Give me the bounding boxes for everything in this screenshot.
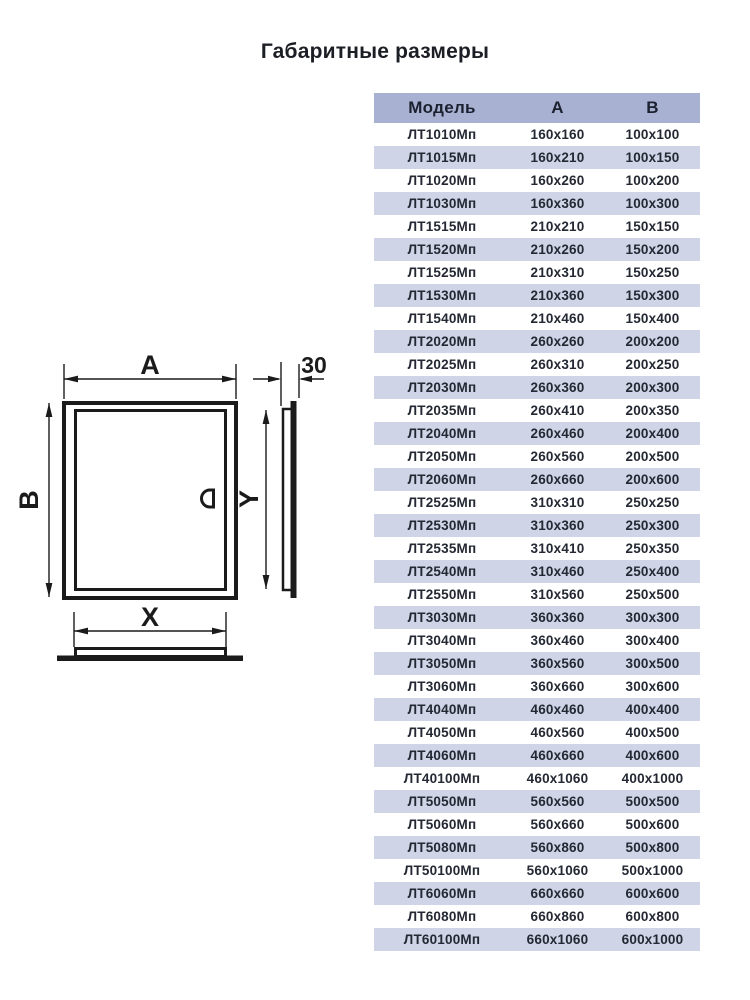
dim-b-cell: 100х100 [625, 127, 680, 142]
table-row [374, 330, 700, 353]
table-row [374, 468, 700, 491]
model-cell: ЛТ60100Мп [403, 932, 481, 947]
model-cell: ЛТ2050Мп [407, 449, 477, 464]
dim-a-cell: 260х260 [530, 334, 585, 349]
model-cell: ЛТ2025Мп [407, 357, 477, 372]
table-row [374, 882, 700, 905]
dim-b-cell: 300х300 [625, 610, 680, 625]
dim-a-cell: 560х560 [530, 794, 585, 809]
dim-a-cell: 560х860 [530, 840, 585, 855]
dim-a-cell: 660х660 [530, 886, 585, 901]
dim-b-cell: 250х500 [625, 587, 680, 602]
model-cell: ЛТ5050Мп [407, 794, 477, 809]
model-cell: ЛТ1515Мп [407, 219, 477, 234]
table-row [374, 261, 700, 284]
table-header-row [374, 93, 700, 123]
dim-a-cell: 210х360 [530, 288, 585, 303]
dim-b-cell: 100х200 [625, 173, 680, 188]
dim-a-cell: 460х560 [530, 725, 585, 740]
header-model: Модель [374, 93, 510, 123]
table-row [374, 583, 700, 606]
dim-a-cell: 360х660 [530, 679, 585, 694]
model-cell: ЛТ2060Мп [407, 472, 477, 487]
model-cell: ЛТ3040Мп [407, 633, 477, 648]
arrowhead [212, 628, 226, 635]
dim-a-cell: 260х360 [530, 380, 585, 395]
table-row [374, 675, 700, 698]
dim-b-cell: 500х800 [625, 840, 680, 855]
dim-a-cell: 160х210 [530, 150, 585, 165]
table-row [374, 721, 700, 744]
page-title: Габаритные размеры [260, 40, 490, 63]
dimension-drawing [0, 330, 380, 690]
model-cell: ЛТ40100Мп [403, 771, 481, 786]
dim-b-cell: 200х350 [625, 403, 680, 418]
dim-a-cell: 310х460 [530, 564, 585, 579]
table-row [374, 767, 700, 790]
dim-a-cell: 160х360 [530, 196, 585, 211]
table-row [374, 859, 700, 882]
model-cell: ЛТ3060Мп [407, 679, 477, 694]
dim-b-cell: 400х1000 [621, 771, 684, 786]
dim-label-a: A [140, 350, 160, 380]
dim-b-cell: 600х1000 [621, 932, 684, 947]
model-cell: ЛТ4050Мп [407, 725, 477, 740]
dim-a-cell: 660х1060 [526, 932, 589, 947]
model-cell: ЛТ4060Мп [407, 748, 477, 763]
model-cell: ЛТ3050Мп [407, 656, 477, 671]
table-row [374, 790, 700, 813]
table-row [374, 123, 700, 146]
table-row [374, 537, 700, 560]
dim-b-cell: 200х600 [625, 472, 680, 487]
model-cell: ЛТ50100Мп [403, 863, 481, 878]
dim-a-cell: 260х410 [530, 403, 585, 418]
table-row [374, 422, 700, 445]
dim-a-cell: 310х310 [530, 495, 585, 510]
table-row [374, 169, 700, 192]
dim-b-cell: 300х600 [625, 679, 680, 694]
model-cell: ЛТ1015Мп [407, 150, 477, 165]
dim-a-cell: 310х560 [530, 587, 585, 602]
dim-a-cell: 260х660 [530, 472, 585, 487]
arrowhead [46, 403, 53, 417]
table-row [374, 652, 700, 675]
table-row [374, 606, 700, 629]
dim-a-cell: 560х1060 [526, 863, 589, 878]
arrowhead [222, 376, 236, 383]
dim-b-cell: 250х300 [625, 518, 680, 533]
table-row [374, 629, 700, 652]
model-cell: ЛТ2030Мп [407, 380, 477, 395]
table-row [374, 238, 700, 261]
dim-a-cell: 360х460 [530, 633, 585, 648]
table-row [374, 284, 700, 307]
dim-a-cell: 310х410 [530, 541, 585, 556]
side-view-door-edge [291, 401, 297, 598]
dim-b-cell: 500х500 [625, 794, 680, 809]
table-row [374, 146, 700, 169]
arrowhead [46, 583, 53, 597]
model-cell: ЛТ6060Мп [407, 886, 477, 901]
table-row [374, 514, 700, 537]
model-cell: ЛТ1525Мп [407, 265, 477, 280]
dim-b-cell: 600х600 [625, 886, 680, 901]
table-row [374, 307, 700, 330]
dim-a-cell: 360х560 [530, 656, 585, 671]
arrowhead [263, 410, 270, 424]
table-row [374, 445, 700, 468]
table-row [374, 744, 700, 767]
model-cell: ЛТ2530Мп [407, 518, 477, 533]
table-row [374, 928, 700, 951]
dim-b-cell: 150х200 [625, 242, 680, 257]
table-row [374, 192, 700, 215]
model-cell: ЛТ4040Мп [407, 702, 477, 717]
table-row [374, 491, 700, 514]
dim-a-cell: 460х1060 [526, 771, 589, 786]
header-dim-b: В [605, 93, 700, 123]
table-row [374, 353, 700, 376]
table-row [374, 376, 700, 399]
dim-b-cell: 200х200 [625, 334, 680, 349]
dim-b-cell: 150х250 [625, 265, 680, 280]
header-dim-a: А [510, 93, 605, 123]
arrowhead [64, 376, 78, 383]
dim-b-cell: 150х400 [625, 311, 680, 326]
dim-a-cell: 210х460 [530, 311, 585, 326]
dim-a-cell: 260х560 [530, 449, 585, 464]
model-cell: ЛТ1530Мп [407, 288, 477, 303]
size-table [374, 93, 700, 951]
model-cell: ЛТ1020Мп [407, 173, 477, 188]
door-handle [202, 490, 214, 507]
dim-b-cell: 250х350 [625, 541, 680, 556]
dim-a-cell: 260х460 [530, 426, 585, 441]
model-cell: ЛТ2525Мп [407, 495, 477, 510]
dim-b-cell: 150х150 [625, 219, 680, 234]
dim-label-b: B [14, 490, 44, 510]
table-row [374, 698, 700, 721]
dim-b-cell: 300х500 [625, 656, 680, 671]
dim-label-y: Y [234, 489, 264, 509]
dim-a-cell: 360х360 [530, 610, 585, 625]
dim-label-x: X [140, 602, 160, 632]
dim-a-cell: 210х260 [530, 242, 585, 257]
arrowhead [74, 628, 88, 635]
bottom-view-flange [57, 656, 243, 662]
model-cell: ЛТ2040Мп [407, 426, 477, 441]
dim-b-cell: 150х300 [625, 288, 680, 303]
model-cell: ЛТ1540Мп [407, 311, 477, 326]
dim-b-cell: 200х400 [625, 426, 680, 441]
dim-b-cell: 200х250 [625, 357, 680, 372]
model-cell: ЛТ2535Мп [407, 541, 477, 556]
model-cell: ЛТ2540Мп [407, 564, 477, 579]
model-cell: ЛТ6080Мп [407, 909, 477, 924]
dim-b-cell: 300х400 [625, 633, 680, 648]
dim-a-cell: 560х660 [530, 817, 585, 832]
dim-a-cell: 160х160 [530, 127, 585, 142]
dim-b-cell: 250х250 [625, 495, 680, 510]
table-row [374, 905, 700, 928]
arrowhead [263, 575, 270, 589]
dim-b-cell: 400х500 [625, 725, 680, 740]
table-body [374, 123, 700, 951]
model-cell: ЛТ2550Мп [407, 587, 477, 602]
table-row [374, 215, 700, 238]
table-row [374, 836, 700, 859]
dim-b-cell: 250х400 [625, 564, 680, 579]
dim-b-cell: 100х300 [625, 196, 680, 211]
dim-a-cell: 460х460 [530, 702, 585, 717]
table-row [374, 813, 700, 836]
dim-b-cell: 500х600 [625, 817, 680, 832]
dim-a-cell: 160х260 [530, 173, 585, 188]
dim-label-depth: 30 [301, 352, 327, 378]
dim-b-cell: 500х1000 [621, 863, 684, 878]
dim-b-cell: 600х800 [625, 909, 680, 924]
model-cell: ЛТ5080Мп [407, 840, 477, 855]
arrowhead [268, 376, 281, 382]
dim-b-cell: 200х500 [625, 449, 680, 464]
dim-a-cell: 310х360 [530, 518, 585, 533]
dim-a-cell: 660х860 [530, 909, 585, 924]
dim-b-cell: 100х150 [625, 150, 680, 165]
model-cell: ЛТ1030Мп [407, 196, 477, 211]
table-row [374, 399, 700, 422]
dim-a-cell: 210х310 [530, 265, 585, 280]
model-cell: ЛТ5060Мп [407, 817, 477, 832]
dim-b-cell: 200х300 [625, 380, 680, 395]
model-cell: ЛТ1520Мп [407, 242, 477, 257]
dim-a-cell: 210х210 [530, 219, 585, 234]
model-cell: ЛТ3030Мп [407, 610, 477, 625]
dim-a-cell: 260х310 [530, 357, 585, 372]
table-row [374, 560, 700, 583]
model-cell: ЛТ2035Мп [407, 403, 477, 418]
dim-a-cell: 460х660 [530, 748, 585, 763]
dim-b-cell: 400х400 [625, 702, 680, 717]
dim-b-cell: 400х600 [625, 748, 680, 763]
model-cell: ЛТ1010Мп [407, 127, 477, 142]
model-cell: ЛТ2020Мп [407, 334, 477, 349]
bottom-view-body [76, 649, 226, 657]
